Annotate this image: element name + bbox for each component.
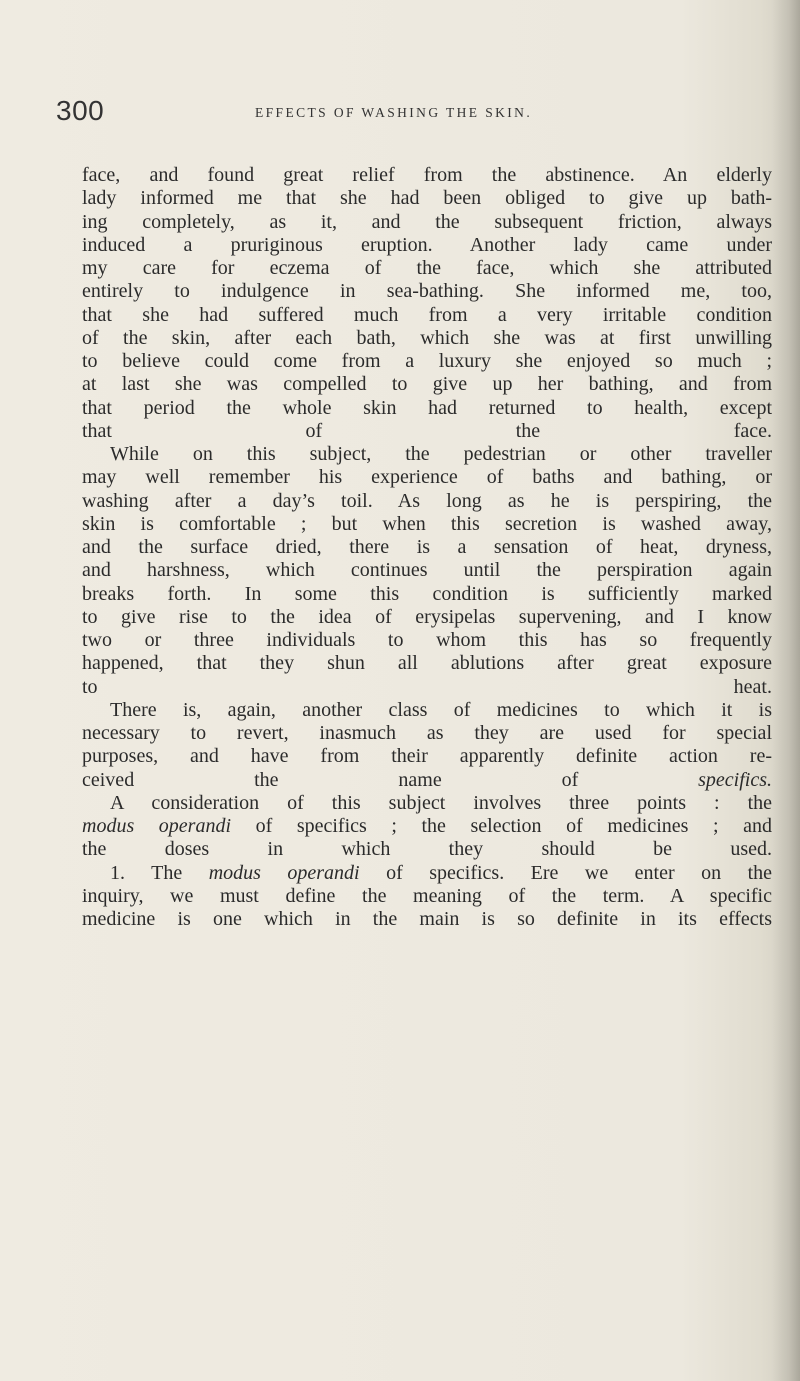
text-line: to heat. (82, 675, 772, 698)
text-line: purposes, and have from their apparently definite action re- (82, 745, 772, 768)
paragraph-5 (82, 862, 772, 932)
text-line: at last she was compelled to give up her bathing, and from (82, 373, 772, 396)
text-line: skin is comfortable ; but when this secretion is washed away, (82, 512, 772, 535)
text-line: medicine is one which in the main is so definite in its effects (82, 908, 772, 930)
text-line: the doses in which they should be used. (82, 838, 772, 861)
text-line (82, 862, 772, 885)
text-line: necessary to revert, inasmuch as they are used for special (82, 722, 772, 744)
text-line: and harshness, which continues until the perspiration again (82, 559, 772, 582)
text-line: washing after a day’s toil. As long as he is perspiring, the (82, 489, 772, 512)
text-line: face, and found great relief from the abstinence. An elderly (82, 164, 772, 186)
page-header (56, 95, 756, 135)
text-segment: of specifics. Ere we enter on the (386, 861, 772, 884)
text-line: to give rise to the idea of erysipelas supervening, and I know (82, 605, 772, 628)
text-line (82, 815, 772, 838)
paragraph-3 (82, 699, 772, 792)
text-line: entirely to indulgence in sea-bathing. She informed me, too, (82, 280, 772, 303)
text-line (82, 769, 772, 792)
text-line: that she had suffered much from a very irritable condition (82, 303, 772, 326)
text-line: that period the whole skin had returned to health, except (82, 396, 772, 419)
text-line: There is, again, another class of medicines to which it is (110, 698, 772, 721)
text-line: lady informed me that she had been obliged to give up bath- (82, 187, 772, 210)
text-line: While on this subject, the pedestrian or other traveller (110, 443, 772, 465)
text-line: happened, that they shun all ablutions after great exposure (82, 652, 772, 675)
text-line: of the skin, after each bath, which she was at first unwilling (82, 326, 772, 349)
text-segment: of specifics ; the selection of medicines ; and (255, 815, 772, 837)
text-line: ing completely, as it, and the subsequent friction, always (82, 210, 772, 233)
italic-term: modus operandi (208, 861, 360, 884)
text-segment: ceived the name of (82, 768, 579, 791)
text-line: A consideration of this subject involves three points : the (110, 791, 772, 814)
paragraph-1 (82, 164, 772, 443)
text-line: induced a pruriginous eruption. Another lady came under (82, 233, 772, 256)
italic-term: modus operandi (82, 815, 232, 837)
running-head: EFFECTS OF WASHING THE SKIN. (255, 105, 533, 120)
text-line: inquiry, we must define the meaning of the term. A specific (82, 884, 772, 907)
text-segment: 1. The (110, 861, 183, 884)
paragraph-4 (82, 792, 772, 862)
body-text (82, 164, 772, 931)
text-line: that of the face. (82, 419, 772, 442)
text-line: two or three individuals to whom this has so frequently (82, 629, 772, 651)
text-line: and the surface dried, there is a sensation of heat, dryness, (82, 536, 772, 558)
text-line: breaks forth. In some this condition is sufficiently marked (82, 582, 772, 605)
text-line: may well remember his experience of baths and bathing, or (82, 466, 772, 489)
page-number: 300 (56, 95, 105, 126)
paragraph-2 (82, 443, 772, 699)
text-line: my care for eczema of the face, which she attributed (82, 257, 772, 279)
italic-term: specifics. (698, 768, 772, 791)
page-edge-shadow (772, 0, 800, 1381)
text-line: to believe could come from a luxury she enjoyed so much ; (82, 350, 772, 372)
